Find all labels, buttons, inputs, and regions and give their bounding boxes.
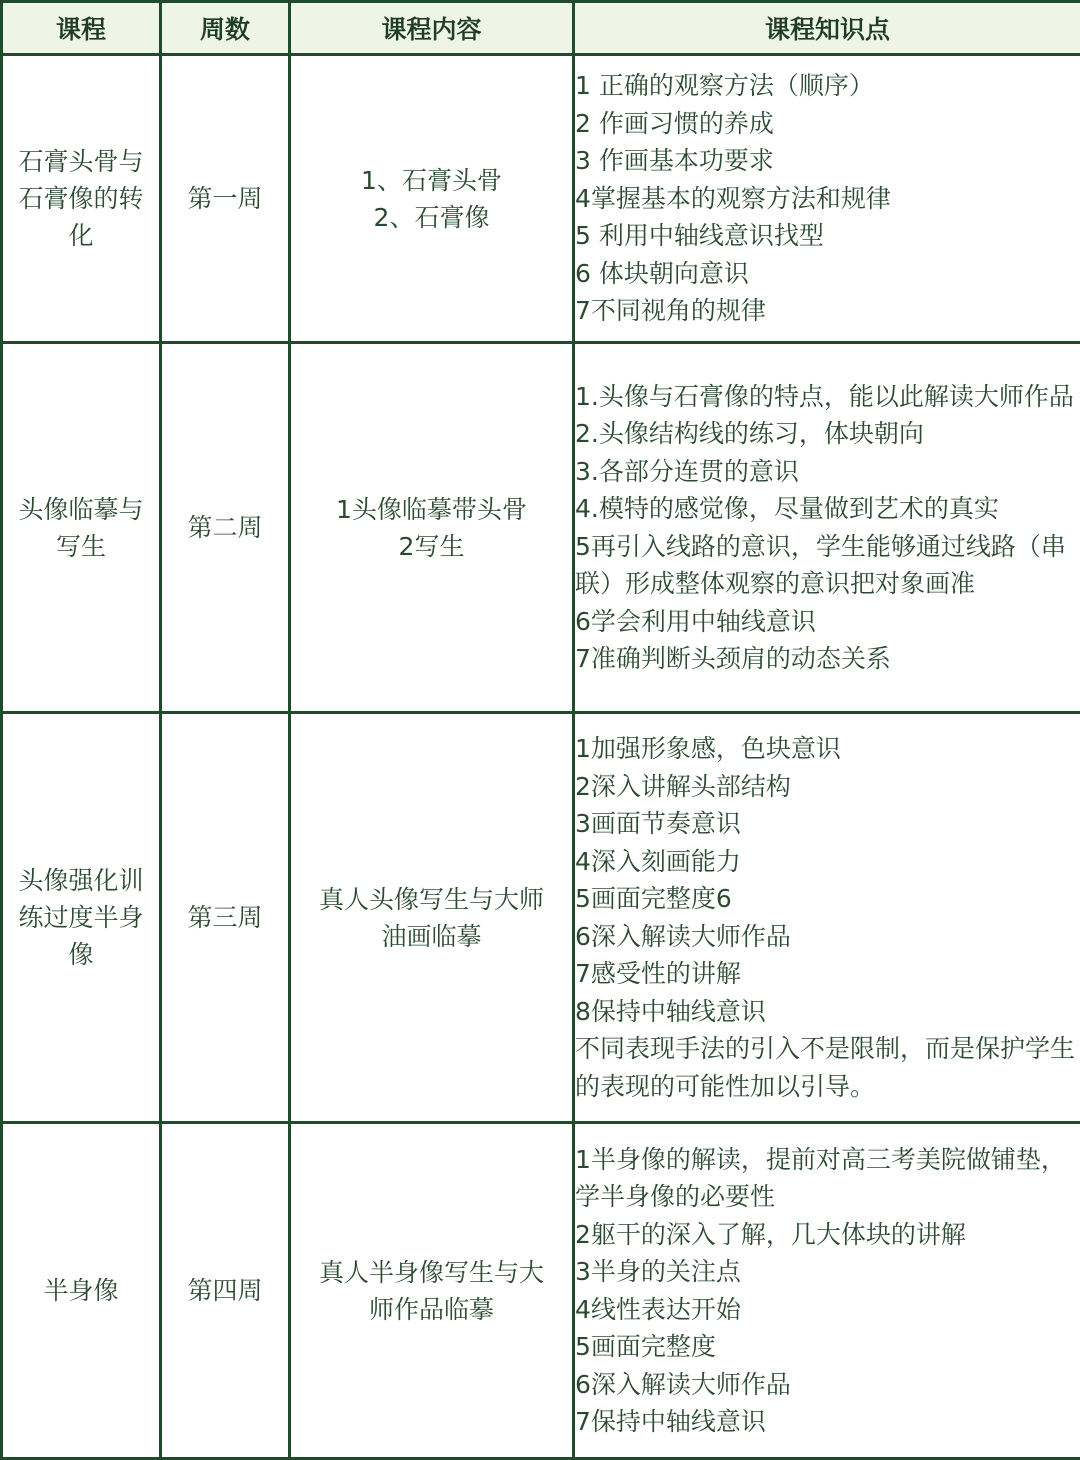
knowledge-point: 8保持中轴线意识	[575, 993, 1080, 1031]
knowledge-point: 1半身像的解读，提前对高三考美院做铺垫，学半身像的必要性	[575, 1141, 1080, 1216]
table-row	[2, 55, 1080, 343]
knowledge-point: 6学会利用中轴线意识	[575, 603, 1080, 641]
course-line: 石膏像的转	[3, 180, 159, 217]
course-line: 半身像	[3, 1272, 159, 1309]
course-cell	[2, 55, 161, 343]
knowledge-cell	[574, 343, 1080, 713]
knowledge-point: 3 作画基本功要求	[575, 142, 1080, 180]
content-line: 2、石膏像	[291, 199, 572, 236]
header-weeks: 周数	[161, 2, 290, 55]
content-line: 真人半身像写生与大	[291, 1254, 572, 1291]
header-row	[2, 2, 1080, 55]
knowledge-point: 6 体块朝向意识	[575, 255, 1080, 293]
course-line: 写生	[3, 528, 159, 565]
course-cell	[2, 1123, 161, 1459]
knowledge-point: 4.模特的感觉像，尽量做到艺术的真实	[575, 490, 1080, 528]
knowledge-point: 3.各部分连贯的意识	[575, 453, 1080, 491]
knowledge-point: 4深入刻画能力	[575, 843, 1080, 881]
content-line: 1、石膏头骨	[291, 162, 572, 199]
knowledge-cell	[574, 1123, 1080, 1459]
content-line: 油画临摹	[291, 918, 572, 955]
knowledge-point: 2躯干的深入了解，几大体块的讲解	[575, 1216, 1080, 1254]
content-line: 师作品临摹	[291, 1291, 572, 1328]
knowledge-point: 5再引入线路的意识，学生能够通过线路（串联）形成整体观察的意识把对象画准	[575, 528, 1080, 603]
knowledge-cell	[574, 713, 1080, 1123]
knowledge-point: 7保持中轴线意识	[575, 1403, 1080, 1441]
knowledge-point: 6深入解读大师作品	[575, 1366, 1080, 1404]
knowledge-point: 3半身的关注点	[575, 1253, 1080, 1291]
week-cell: 第三周	[161, 713, 290, 1123]
knowledge-point: 2深入讲解头部结构	[575, 768, 1080, 806]
content-cell	[290, 1123, 574, 1459]
knowledge-point: 2 作画习惯的养成	[575, 105, 1080, 143]
course-line: 头像强化训	[3, 862, 159, 899]
content-cell	[290, 343, 574, 713]
header-content: 课程内容	[290, 2, 574, 55]
course-line: 像	[3, 936, 159, 973]
knowledge-point: 不同表现手法的引入不是限制，而是保护学生的表现的可能性加以引导。	[575, 1030, 1080, 1105]
header-course: 课程	[2, 2, 161, 55]
knowledge-point: 1 正确的观察方法（顺序）	[575, 67, 1080, 105]
knowledge-point: 1加强形象感，色块意识	[575, 730, 1080, 768]
week-cell: 第四周	[161, 1123, 290, 1459]
content-line: 2写生	[291, 528, 572, 565]
knowledge-point: 5 利用中轴线意识找型	[575, 217, 1080, 255]
knowledge-point: 5画面完整度	[575, 1328, 1080, 1366]
knowledge-point: 7感受性的讲解	[575, 955, 1080, 993]
course-cell	[2, 343, 161, 713]
knowledge-cell	[574, 55, 1080, 343]
knowledge-point: 7准确判断头颈肩的动态关系	[575, 640, 1080, 678]
knowledge-point: 7不同视角的规律	[575, 292, 1080, 330]
content-line: 1头像临摹带头骨	[291, 491, 572, 528]
header-knowledge: 课程知识点	[574, 2, 1080, 55]
knowledge-point: 5画面完整度6	[575, 880, 1080, 918]
knowledge-point: 4掌握基本的观察方法和规律	[575, 180, 1080, 218]
table-row	[2, 713, 1080, 1123]
course-cell	[2, 713, 161, 1123]
course-line: 练过度半身	[3, 899, 159, 936]
knowledge-point: 2.头像结构线的练习，体块朝向	[575, 415, 1080, 453]
week-cell: 第一周	[161, 55, 290, 343]
content-cell	[290, 713, 574, 1123]
knowledge-point: 3画面节奏意识	[575, 805, 1080, 843]
week-cell: 第二周	[161, 343, 290, 713]
course-line: 化	[3, 217, 159, 254]
table-row	[2, 1123, 1080, 1459]
course-line: 头像临摹与	[3, 491, 159, 528]
knowledge-point: 6深入解读大师作品	[575, 918, 1080, 956]
knowledge-point: 1.头像与石膏像的特点，能以此解读大师作品	[575, 378, 1080, 416]
content-cell	[290, 55, 574, 343]
content-line: 真人头像写生与大师	[291, 881, 572, 918]
course-line: 石膏头骨与	[3, 143, 159, 180]
knowledge-point: 4线性表达开始	[575, 1291, 1080, 1329]
table-row	[2, 343, 1080, 713]
